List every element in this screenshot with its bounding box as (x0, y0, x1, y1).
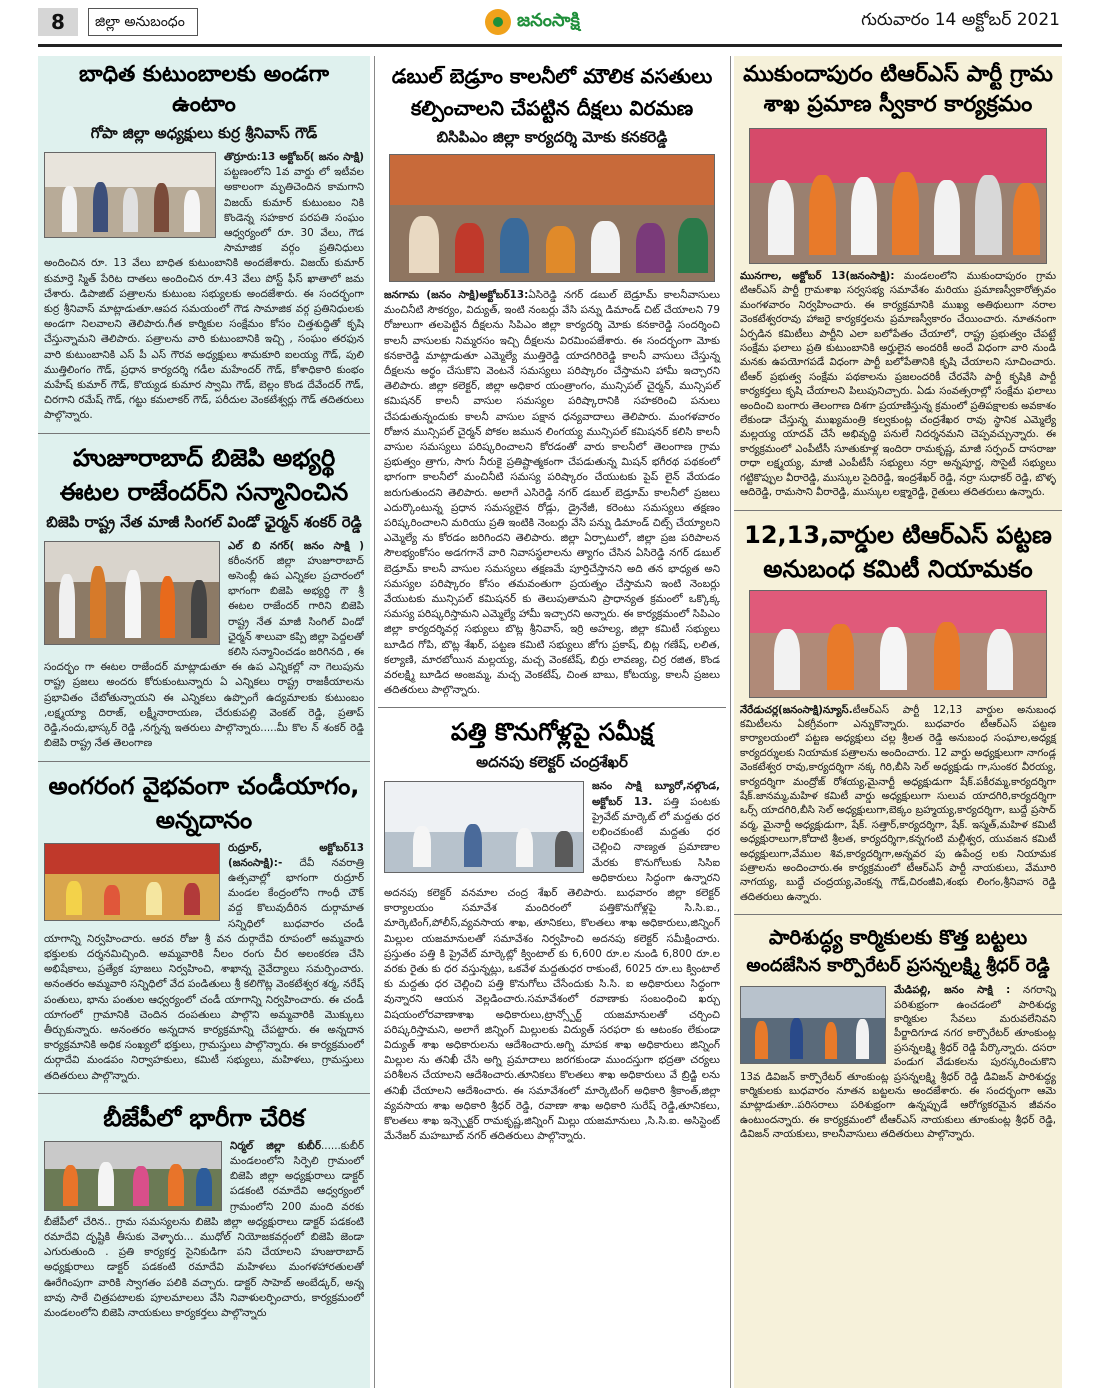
subheadline: బిసిపిఎం జిల్లా కార్యదర్శి మోకు కనకరెడ్డి (436, 128, 668, 146)
dateline: రుద్రూర్, అక్టోబర్13 (జనంసాక్షి):- (228, 841, 364, 869)
story-divider (38, 761, 370, 762)
masthead-rule (38, 44, 1062, 47)
newspaper-logo (485, 6, 625, 38)
middle-column (378, 56, 726, 1388)
article-body: టీఆర్ఎస్ పార్టీ 12,13 వార్డుల అనుబంధ కమిటీలను ఏకగ్రీవంగా ఎన్నుకొన్నారు. బుధవారం టీఆర్ఎస్ పట్టణ కార్యాలయంలో పట్టణ అధ్యక్షులు చల్ల శ్రీలత రెడ్డి అనుబంధ సంఘాల,అధ్యక్ష కార్యదర్శులకు నియామక పత్రాలను అందించారు. 12 వార్డు అధ్యక్షులుగా నాగండ్ల వెంకటేశ్వర రావు,కార్యదర్శిగా నక్క గిరి,బీసి సెల్ అధ్యక్షుడు గా,సుంకర వీరయ్య, కార్యదర్శిగా మంద్రోజ్ రోశయ్య,మైనార్టీ అధ్యక్షుడుగా షేక్.పకీరమ్మ,కార్యదర్శిగా షేక్.జానమ్మ,మహిళ కమిటీ వార్డు అధ్యక్షులుగా సులువ యాదగిరి,కార్యదర్శిగా ఒర్స్ యాదగిరి,బీసి సెల్ అధ్యక్షులుగా,బెక్కం బ్రహ్మయ్య,కార్యదర్శిగా, బుద్దే ప్రసాద్ వర్మ, మైనార్టీ అధ్యక్షుడుగా, షేక్. సత్తార్,కార్యదర్శిగా, షేక్. ఇస్మత్,మహిళ కమిటీ అధ్యక్షురాలుగా,కోదాటి శ్రీలత, కార్యదర్శిగా,కన్నగంటి మల్లీశ్వర, యువజన కమిటీ అధ్యక్షులుగా,వేముల శివ,కార్యదర్శిగా,అన్నవర పు ఉపేంద్ర లకు నియామక పత్రాలను అందించారు.ఈ కార్యక్రమంలో టీఆర్ఎస్ పార్టీ నాయకులు, వేమూరి నాగయ్య, బుద్ధే చంద్రయ్య,వెంకన్న గౌడ్,చిరంజీవి,శంభు లింగం,శ్రీనివాస రెడ్డి తదితరులు ఉన్నారు. (740, 704, 1056, 903)
dateline: ఎల్ బి నగర్( జనం సాక్షి ) (228, 539, 364, 552)
article-body: పత్తి పంటకు ప్రైవేట్ మార్కెట్ లో మద్దతు ధర లభించకుంటే మద్దతు ధర చెల్లించి నాణ్యత ప్రమాణాల మేరకు కొనుగోలుకు సిసిఐ అధికారులు సిద్ధంగా ఉన్నారని అదనపు కలెక్టర్ వనమాల చంద్ర శేఖర్ తెలిపారు. బుధవారం జిల్లా కలెక్టర్ కార్యాలయం సమావేశ మందిరంలో పత్తికొనుగోళ్లపై సి.సి.ఐ., మార్కెటింగ్,పోలీస్,వ్యవసాయ శాఖ, తూనికలు, కొలతలు శాఖ అధికారులు,జిన్నింగ్ మిల్లుల యజమానులతో సమావేశం నిర్వహించి అదనపు కలెక్టర్ సమీక్షించారు. ప్రస్తుతం పత్తి కి ప్రైవేట్ మార్కెట్లో క్వింటాల్ కు 6,600 రూ.ల నుండి 6,800 రూ.ల వరకు రైతు కు ధర వస్తున్నట్లు, ఒకవేళ మద్దతుధర రాకుంటే, 6025 రూ.లు క్వింటాల్ కు మద్దతు ధర చెల్లించి పత్తి కొనుగోలు చేసేందుకు సి.సి. ఐ అధికారులు సిద్ధంగా వున్నారని ఆయన వెల్లడించారు.సమావేశంలో రవాణాకు సంబంధించి ఖర్చు విషయంలోరవాణాశాఖ అధికారులు,ట్రాన్స్పోర్ట్ యజమానులతో చర్చించి పరిష్కరిస్తామని, అలాగే జిన్నింగ్ మిల్లులకు విద్యుత్ సరఫరా కు ఆటంకం లేకుండా విద్యుత్ శాఖ అధికారులను ఆదేశించారు.అగ్ని మాపక శాఖ అధికారులు జిన్నింగ్ మిల్లుల ను తనిఖీ చేసి అగ్ని ప్రమాదాలు జరగకుండా ముందస్తుగా భద్రతా చర్యలు పరిశీలన చేయాలని ఆదేశించారు.తూనికలు కొలతలు శాఖ అధికారులు వే బ్రిడ్జి లను తనిఖీ చేయాలని ఆదేశించారు. ఈ సమావేశంలో మార్కెటింగ్ అధికారి శ్రీకాంత్,జిల్లా వ్యవసాయ శాఖ అధికారి శ్రీధర్ రెడ్డి, రవాణా శాఖ అధికారి సురేష్ రెడ్డి,తూనికలు, కొలతలు శాఖ ఇన్స్పెక్టర్ రామకృష్ణ,జిన్నింగ్ మిల్లు యజమానులు ,సి.సి.ఐ. అసిస్టెంట్ మేనేజర్ మహబూబ్ నగర్ తదితరులు పాల్గొన్నారు. (384, 795, 720, 1143)
logo-text: జనంసాక్షి (517, 9, 580, 31)
story-divider (734, 914, 1062, 915)
headline: అంగరంగ వైభవంగా చండీయాగం, అన్నదానం (48, 771, 360, 834)
subheadline: గోపా జిల్లా అధ్యక్షులు కుర్ర శ్రీనివాస్ గౌడ్ (90, 124, 318, 142)
news-photo (44, 1141, 222, 1211)
headline-line-2: ఈటల రాజేందర్‌ని సన్మానించిన (59, 477, 349, 506)
article-body: మండలంలోని ముకుందాపురం గ్రామ టిఆర్ఎస్ పార్టీ గ్రామశాఖ సర్వసభ్య సమావేశం మరియు ప్రమాణస్వీకారోత్సవం మంగళవారం నిర్వహించారు. ఈ కార్యక్రమానికి ముఖ్య అతిథులుగా నరాల వెంకటేశ్వరరావు హాజరై కార్యకర్తలను ప్రమాణస్వీకారం చేయించారు. నూతనంగా ఏర్పడిన కమిటీలు పార్టీని ఎలా బలోపేతం చేయాలో, రాష్ట్ర ప్రభుత్వం చేపట్టే సంక్షేమ ఫలాలు ప్రతి కుటుంబానికి అర్హులైన అందరికీ అందే విధంగా వారి నుండి మనకు ఉపయోగపడే విధంగా పార్టీ బలోపేతానికి కృషి చేయాలని సూచించారు. టీఆర్ ప్రభుత్వ సంక్షేమ పథకాలను ప్రజలందరికీ చేరవేసి పార్టీ కృషికి పార్టీ కార్యకర్తలు కృషి చేయాలని పిలుపునిచ్చారు. ఏడు సంవత్సరాల్లో సంక్షేమ ఫలాలు అందించి బంగారు తెలంగాణ దిశగా ప్రయాణిస్తున్న క్రమంలో ప్రతిపక్షాలకు అవకాశం లేకుండా చేస్తున్న ముఖ్యమంత్రి కల్వకుంట్ల చంద్రశేఖర రావు స్థానిక ఎమ్మెల్యే మల్లయ్య యాదవ్ చేసే అభివృద్ధి పనులే నిదర్శనమని చెప్పవచ్చున్నారు. ఈ కార్యక్రమంలో ఎంపీటీసీ సూతుకూళ్ల ఇందిరా రామకృష్ణ, మాజీ సర్పంచ్ దాసరాజు రాధా లక్ష్మయ్య, మాజీ ఎంపీటీసీ సభ్యులు నర్రా అన్నపూర్ణ, సొసైటీ సభ్యులు గట్టికొప్పుల వీరారెడ్డి, ముస్కుల సైదిరెడ్డి, ఇంద్రశేఖర్ రెడ్డి, నర్రా సుధాకర్ రెడ్డి, బొళ్ళ ఆదిరెడ్డి, రామసాని వీరారెడ్డి, ముస్కుల లక్ష్మారెడ్డి, రైతులు తదితరులు ఉన్నారు. (740, 271, 1056, 499)
headline: బాధిత కుటుంబాలకు అండగా ఉంటాం (79, 62, 329, 117)
subheadline: బిజెపి రాష్ట్ర నేత మాజీ సింగల్ విండో ఛైర్మన్ శంకర్ రెడ్డి (46, 512, 362, 531)
news-photo (44, 843, 220, 921)
headline-line-2: శాఖ ప్రమాణ స్వీకార కార్యక్రమం (763, 92, 1033, 117)
column-rule (730, 56, 731, 1388)
story-divider (38, 1093, 370, 1094)
subheadline: అదనపు కలెక్టర్ చంద్రశేఖర్ (476, 753, 628, 772)
headline-line-1: ముకుందాపురం టిఆర్ఎస్ పార్టీ గ్రామ (743, 62, 1053, 87)
headline-line-2: కల్పించాలని చేపట్టిన దీక్షలు విరమణ (410, 96, 694, 120)
news-photo (44, 541, 220, 645)
dateline: మేడిపల్లి, జనం సాక్షి : (894, 985, 1011, 997)
dateline: మునగాల, అక్టోబర్ 13(జనంసాక్షి): (740, 271, 895, 282)
column-rule (374, 56, 375, 1388)
dateline: నిర్మల్ జిల్లా కుబీర్ (230, 1139, 321, 1152)
story-cotton-procurement-review (378, 711, 726, 1150)
story-mukundapuram-trs (734, 56, 1062, 507)
news-photo (740, 986, 886, 1064)
story-sanitation-workers (734, 918, 1062, 1148)
article-body: పట్టణంలోని 1వ వార్డు లో ఇటీవల అకాలంగా మృతిచెందిన కామగాని విజయ్ కుమార్ కుటుంబం నికి కొండెన్న సహకార పరపతి సంఘం ఆధ్వర్యంలో రూ. 30 వేలు, గౌడ సామాజిక వర్గం ప్రతినిధులు అందించిన రూ. 13 వేలు బాధిత కుటుంబానికి అందజేశారు. విజయ్ కుమార్ కుమార్తె స్మిత్ పేరిట దాతలు అందించిన రూ.43 వేలు పోస్ట్ ఫీస్ ఖాతాలో జమ చేశారు. డిపాజిట్ పత్రాలను కుటుంబ సభ్యులకు అందజేశారు. ఈ సందర్భంగా కుర్ర శ్రీనివాస్ మాట్లాడుతూ.ఆపద సమయంలో గౌడ సామాజిక వర్గ ప్రతినిధులకు అండగా నిలవాలని తెలిపారు.గీత కార్మికుల సంక్షేమం కోసం చిత్తశుద్ధితో కృషి చేస్తున్నామని తెలిపారు. పత్రాలను వారి కుటుంబానికి ఇచ్చి , సంఘం తరఫున వారి కుటుంబానికి ఎస్ పీ ఎస్ గౌరవ అధ్యక్షులు శామకూరి ఐలయ్య గౌడ్, పులి ముత్తిలింగం గౌడ్, ప్రధాన కార్యదర్శి గడీల మహేందర్ గౌడ్, కోశాధికారి కుంభం మహేష్ కుమార్ గౌడ్, కొయ్యడ కుమార స్వామి గౌడ్, బెల్లం కొండ దేవేందర్ గౌడ్, చిరగాని రమేష్ గౌడ్, గట్టు కమలాకర్ గౌడ్, పరీదుల వెంకటేశ్వర్లు గౌడ్ తదితరులు పాల్గొన్నారు. (44, 166, 364, 422)
headline-line-2: అందజేసిన కార్పొరేటర్ ప్రసన్నలక్ష్మి శ్రీధర్ రెడ్డి (746, 955, 1050, 977)
article-body: నగరాన్ని పరిశుభ్రంగా ఉంచడంలో పారిశుధ్య కార్మికుల సేవలు మరువలేనివని పీర్జాదిగూడ నగర కార్పొరేటర్ తూంకుంట్ల ప్రసన్నలక్ష్మి శ్రీధర్ రెడ్డి పేర్కొన్నారు. దసరా పండుగ వేడుకలను పురస్కరించుకొని 13వ డివిజన్ కార్పొరేటర్ తూంకుంట్ల ప్రసన్నలక్ష్మి శ్రీధర్ రెడ్డి డివిజన్ పారిశుద్ధ్య కార్మికులకు బుధవారం నూతన బట్టలను అందజేశారు. ఈ సందర్భంగా ఆమె మాట్లాడుతూ..పరిసరాలు పరిశుభ్రంగా ఉన్నప్పుడే ఆరోగ్యకరమైన జీవనం ఉంటుందన్నారు. ఈ కార్యక్రమంలో టీఆర్ఎస్ నాయకులు తూంకుంట్ల శ్రీధర్ రెడ్డి, డివిజన్ నాయకులు, కాలనీవాసులు తదితరులు పాల్గొన్నారు. (740, 985, 1056, 1141)
dateline: జనం సాక్షి బ్యూరో,నల్గొండ, అక్టోబర్ 13. (592, 780, 720, 808)
dateline: జనగామ (జనం సాక్షి)అక్టోబర్13: (384, 289, 529, 301)
article-body: కరీంనగర్ జిల్లా హుజూరాబాద్ అసెంబ్లీ ఉప ఎన్నికల ప్రచారంలో భాగంగా బిజెపి అభ్యర్థి గౌ శ్రీ ఈటల రాజేందర్ గారిని బిజెపి రాష్ట్ర నేత మాజీ సింగిల్ విండో ఛైర్మన్ శాలువా కప్పి జిల్లా పెద్దలతో కలిసి సన్మానించడం జరిగినది , ఈ సందర్భం గా ఈటల రాజేందర్ మాట్లాడుతూ ఈ ఉప ఎన్నికల్లో నా గెలుపును రాష్ట్ర ప్రజలు అందరు కోరుకుంటున్నారు ఏ ఎన్నికలు రాష్ట్ర రాజకీయాలను ప్రభావితం చేబోతున్నాయని ఈ ఎన్నికలు ఉప్పొంగే ఉద్యమాలకు కుటుంబం ,లక్ష్మయ్యా దిరాజ్, లక్ష్మీనారాయణ, చేరుకుపల్లి వెంకట్ రెడ్డి, ప్రతాప్ రెడ్డి,నందు,భాస్కర్ రెడ్డి ,నగ్నన్న ఇతరులు పాల్గొన్నారు.....మీ కొల న్ శంకర్ రెడ్డి బిజెపి రాష్ట్ర నేత తెలంగాణ (44, 554, 364, 750)
section-label: జిల్లా అనుబంధం (88, 8, 198, 36)
issue-date: గురువారం 14 అక్టోబర్ 2021 (861, 10, 1060, 30)
article-body: దేవీ నవరాత్రి ఉత్సవాల్లో భాగంగా రుద్రూర్ మండల కేంద్రంలోని గాంధీ చౌక్ వద్ద కొలువుదీరిన దుర్గామాత సన్నిధిలో బుధవారం చండీ యాగాన్ని నిర్వహించారు. ఆరవ రోజు శ్రీ వన దుర్గాదేవి రూపంలో అమ్మవారు భక్తులకు దర్శనమిచ్చింది. అమ్మవారికి నీలం రంగు చీర అలంకరణ చేసి అభిషేకాలు, ప్రత్యేక పూజలు నిర్వహించి, శాఖాన్న నైవేద్యాలు సమర్పించారు. అనంతరం అమ్మవారి సన్నిధిలో వేద పండితులు శ్రీ కలిగొట్ల వెంకటేశ్వర శర్మ, నరేష్ పంతులు, భాను పంతుల ఆధ్వర్యంలో చండీ యాగాన్ని నిర్వహించారు. ఈ చండీ యాగంలో గ్రామానికి చెందిన దంపతులు పాల్గొని అమ్మవారికి మొక్కులు తీర్చుకున్నారు. అనంతరం అన్నదాన కార్యక్రమాన్ని చేపట్టారు. ఈ అన్నదాన కార్యక్రమానికి అధిక సంఖ్యలో భక్తులు, గ్రామస్తులు పాల్గొన్నారు. ఈ కార్యక్రమంలో దుర్గాదేవి మండపం నిర్వాహకులు, కమిటీ సభ్యులు, మహిళలు, గ్రామస్తులు తదితరులు పాల్గొన్నారు. (44, 856, 364, 1082)
logo-emblem-icon (485, 9, 511, 35)
dateline: నేరేడుచర్ల(జనంసాక్షి)న్యూస్. (740, 704, 853, 716)
dateline: తొర్రూరు:13 అక్టోబర్( జనం సాక్షి) (224, 151, 364, 163)
news-photo (749, 590, 1047, 698)
page-number: 8 (38, 8, 78, 36)
headline-line-1: పారిశుద్ధ్య కార్మికులకు కొత్త బట్టలు (768, 925, 1028, 950)
news-photo (389, 154, 715, 282)
news-photo (44, 152, 216, 238)
story-double-bedroom-colony (378, 56, 726, 704)
masthead (0, 0, 1100, 48)
article-body: ......కుబీర్ మండలంలోని సిర్పెలి గ్రామంలో బిజెపి జిల్లా అధ్యక్షురాలు డాక్టర్ పడకంటి రమాదేవి ఆధ్వర్యంలో గ్రామంలోని 200 మంది వరకు బీజేపీలో చేరిన.. గ్రామ సమస్యలను బిజెపి జిల్లా అధ్యక్షురాలు డాక్టర్ పడకంటి రమాదేవి దృష్టికి తీసుకు వెళ్ళారు... ముధోల్ నియోజకవర్గంలో బిజెపి జెండా ఎగురుతుంది . ప్రతి కార్యకర్త సైనికుడిగా పని చేయాలని హుజురాబాద్ అధ్యక్షురాలు డాక్టర్ పడకంటి రమాదేవి మహిళలు మంగళహారతులతో ఊరేగింపుగా వారికి స్వాగతం పలికి వచ్చారు. డాక్టర్ సాహెబ్ అంబేడ్కర్, అన్న బావు సాఠే చిత్రపటాలకు పూలమాలలు వేసి నివాళులర్పించారు, కార్యక్రమంలో మండలంలోని బిజెపి నాయకులు కార్యకర్తలు పాల్గొన్నారు (44, 1139, 364, 1319)
story-ward-committee (734, 514, 1062, 912)
story-chandi-yagam (38, 765, 370, 1090)
news-photo (749, 128, 1047, 264)
story-divider (734, 510, 1062, 511)
story-divider (38, 433, 370, 434)
right-column (734, 56, 1062, 1388)
news-photo (384, 781, 584, 873)
headline-line-1: డబుల్ బెడ్రూం కాలనీలో మౌలిక వసతులు (391, 64, 713, 88)
headline: పత్తి కొనుగోళ్లపై సమీక్ష (450, 718, 654, 747)
headline-line-1: 12,13,వార్డుల టిఆర్ఎస్ పట్టణ (744, 520, 1052, 549)
story-etela-felicitation (38, 437, 370, 758)
story-bjp-joining (38, 1097, 370, 1327)
left-column (38, 56, 370, 1388)
story-family-support (38, 56, 370, 430)
headline: బీజేపీలో భారీగా చేరిక (103, 1103, 305, 1132)
article-body: ఏసిరెడ్డి నగర్ డబుల్ బెడ్రూమ్ కాలనీవాసులు మంచినీటి సౌకర్యం, విద్యుత్, ఇంటి నంబర్లు వేసి పన్ను డిమాండ్ చిట్ చేయాలని 79 రోజులుగా తలపెట్టిన దీక్షలను సిపిఎం జిల్లా కార్యదర్శి మోకు కనకారెడ్డి సందర్శించి కాలనీ వాసులకు నిమ్మరసం ఇచ్చి దీక్షలను విరమింపజేశారు. ఈ సందర్భంగా మోకు కనకారెడ్డి మాట్లాడుతూ ఎమ్మెల్యే ముత్తిరెడ్డి యాదగిరిరెడ్డి కాలనీ వాసులు చేస్తున్న దీక్షలను అర్థం చేసుకొని వెంటనే సమస్యలు పరిష్కారం చేస్తామని హామీ ఇచ్చారని తెలిపారు. జిల్లా కలెక్టర్, జిల్లా అధికార యంత్రాంగం, మున్సిపల్ చైర్మన్, మున్సిపల్ కమిషనర్ కాలనీ వాసుల సమస్యల పరిష్కారానికి సహకరించి పనులు చేపడుతున్నందుకు కాలనీ వాసుల పక్షాన ధన్యవాదాలు తెలిపారు. మంగళవారం రోజున మున్సిపల్ చైర్మన్ పోకల జమున లింగయ్య మున్సిపల్ కమిషనర్ కలిసి కాలనీ వాసుల సమస్యలు పరిష్కరించాలని కోరడంతో వారు కాలనీలో తెలంగాణ గ్రామ ప్రభుత్వం త్రాగు, సాగు నీరుకై ప్రతిష్టాత్మకంగా చేపడుతున్న మిషన్ భగీరథ పథకంలో భాగంగా కాలనీలో మంచినీటి సమస్య పరిష్కారం చేయుటకు పైప్ లైన్ వేయడం జరుగుతుందని తెలిపారు. అలాగే ఎసిరెడ్డి నగర్ డబుల్ బెడ్రూమ్ కాలనీలో ప్రజలు ఎదుర్కొంటున్న ప్రధాన సమస్యలైన రోడ్లు, డ్రైనేజీ, కరెంటు సమస్యలు తక్షణం పరిష్కరించాలని మరియు ప్రతి ఇంటికి నెంబర్లు వేసి పన్ను డిమాండ్ చిట్స్ చేయ్యాలని ఎమ్మెల్యే ను కోరడం జరిగిందని తెలిపారు. జిల్లా ఏర్పాటులో, జిల్లా ప్రజ పరిపాలన సౌలభ్యంకోసం అడగగానే వారి నివాసస్థలాలను త్యాగం చేసిన ఏసిరెడ్డి నగర్ డబుల్ బెడ్రూమ్ కాలనీ వాసుల సమస్యలు తక్షణమే పూర్తిచేస్తానని అది తన భాధ్యత అని సమస్యల పరిష్కారం కోసం తమవంతుగా ప్రయత్నం చేస్తామని ఇంటి నెంబర్లు వేయుటకు మున్సిపల్ కమిషనర్ కు తెలుపుతామని ప్రాధాన్యత క్రమంలో ఒక్కొక్క సమస్య పరిష్కరిస్తామని ఎమ్మెల్యే హామీ ఇచ్చారని అన్నారు. ఈ కార్యక్రమంలో సిపిఎం జిల్లా కార్యదర్శివర్గ సభ్యులు బొట్ల శ్రీనివాస్, ఇర్రి అహల్య, జిల్లా కమిటీ సభ్యులు బూడిద గోపి, బొట్ల శేఖర్, పట్టణ కమిటి సభ్యులు జోగు ప్రకాష్, బిట్ల గణేష్, లలిత, కల్యాణి, మారబోయిన మల్లయ్య, మచ్చ వెంకటేష్, బిర్రు లావణ్య, చిర్ర రజిత, కొండ వరలక్ష్మి బూడిద అంజమ్మ, మచ్చ వెంకటేష్, చింత బాబు, కోటయ్య, కాలనీ ప్రజలు తదితరులు పాల్గొన్నారు. (384, 289, 720, 697)
headline-line-1: హుజూరాబాద్ బిజెపి అభ్యర్థి (72, 443, 336, 472)
story-divider (378, 707, 726, 708)
headline-line-2: అనుబంధ కమిటీ నియామకం (763, 554, 1033, 583)
